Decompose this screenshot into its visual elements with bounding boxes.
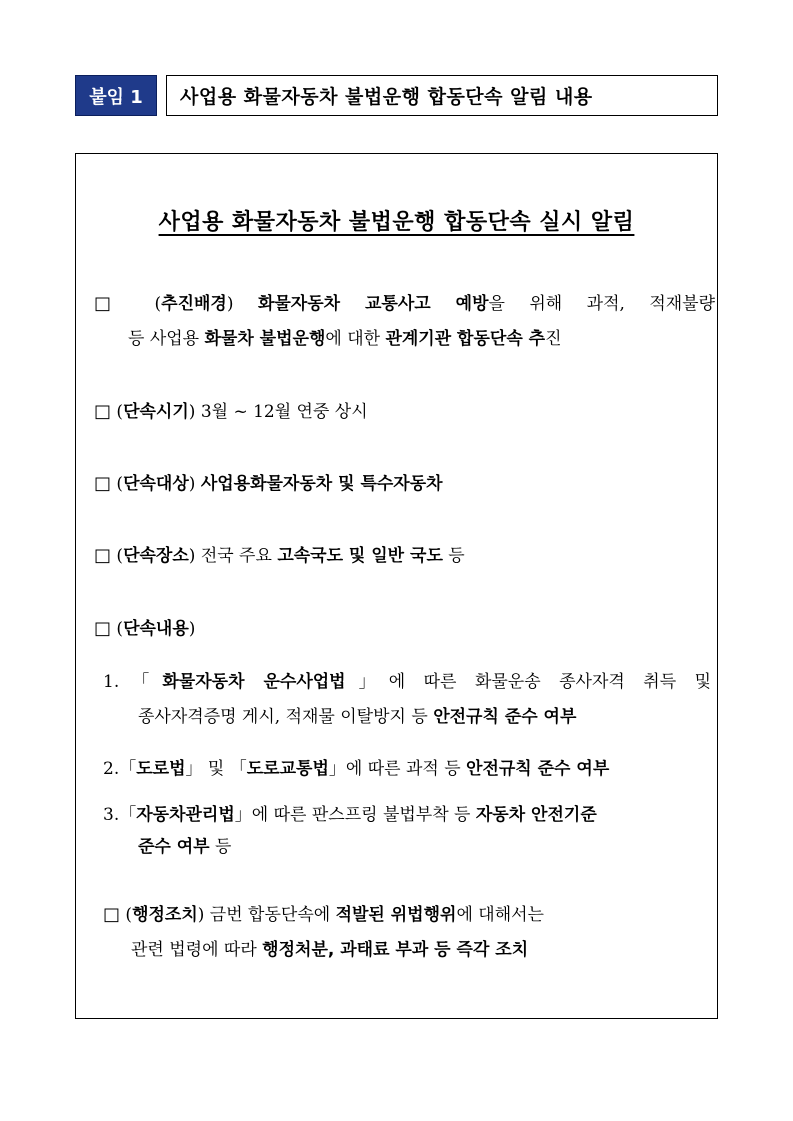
place-line: □ (단속장소) 전국 주요 고속국도 및 일반 국도 등: [94, 545, 465, 566]
content-item-1-line-2: 종사자격증명 게시, 적재물 이탈방지 등 안전규칙 준수 여부: [138, 707, 577, 727]
checkbox-icon: □: [94, 293, 131, 314]
content-heading: □ (단속내용): [94, 618, 196, 639]
attachment-header: [75, 75, 718, 116]
action-line-2: 관련 법령에 따라 행정처분, 과태료 부과 등 즉각 조치: [131, 940, 529, 960]
period-line: □ (단속시기) 3월 ~ 12월 연중 상시: [94, 401, 368, 422]
checkbox-icon: □: [94, 618, 112, 639]
background-line-1: □ (추진배경) 화물자동차 교통사고 예방을 위해 과적, 적재불량: [94, 293, 716, 314]
target-line: □ (단속대상) 사업용화물자동차 및 특수자동차: [94, 473, 443, 494]
attachment-badge: 붙임 1: [75, 75, 157, 116]
period-label: 단속시기: [123, 402, 189, 422]
content-item-3-line-2: 준수 여부 등: [138, 837, 232, 857]
notice-title: 사업용 화물자동차 불법운행 합동단속 실시 알림: [158, 210, 635, 235]
target-label: 단속대상: [123, 474, 189, 494]
notice-frame: [75, 153, 718, 1019]
content-item-2: 2.「도로법」 및 「도로교통법」에 따른 과적 등 안전규칙 준수 여부: [103, 759, 610, 779]
background-label: 추진배경: [161, 294, 227, 314]
content-item-1-line-1: 1.「화물자동차 운수사업법」에 따른 화물운송 종사자격 취득 및: [103, 672, 712, 692]
content-label: 단속내용: [123, 619, 189, 639]
action-line-1: □ (행정조치) 금번 합동단속에 적발된 위법행위에 대해서는: [103, 904, 544, 925]
checkbox-icon: □: [94, 545, 112, 566]
content-item-3-line-1: 3.「자동차관리법」에 따른 판스프링 불법부착 등 자동차 안전기준: [103, 805, 597, 825]
checkbox-icon: □: [94, 473, 112, 494]
checkbox-icon: □: [94, 401, 112, 422]
place-label: 단속장소: [123, 546, 189, 566]
attachment-title: 사업용 화물자동차 불법운행 합동단속 알림 내용: [166, 75, 718, 116]
checkbox-icon: □: [103, 904, 121, 925]
action-label: 행정조치: [132, 905, 198, 925]
background-line-2: 등 사업용 화물차 불법운행에 대한 관계기관 합동단속 추진: [128, 329, 562, 349]
